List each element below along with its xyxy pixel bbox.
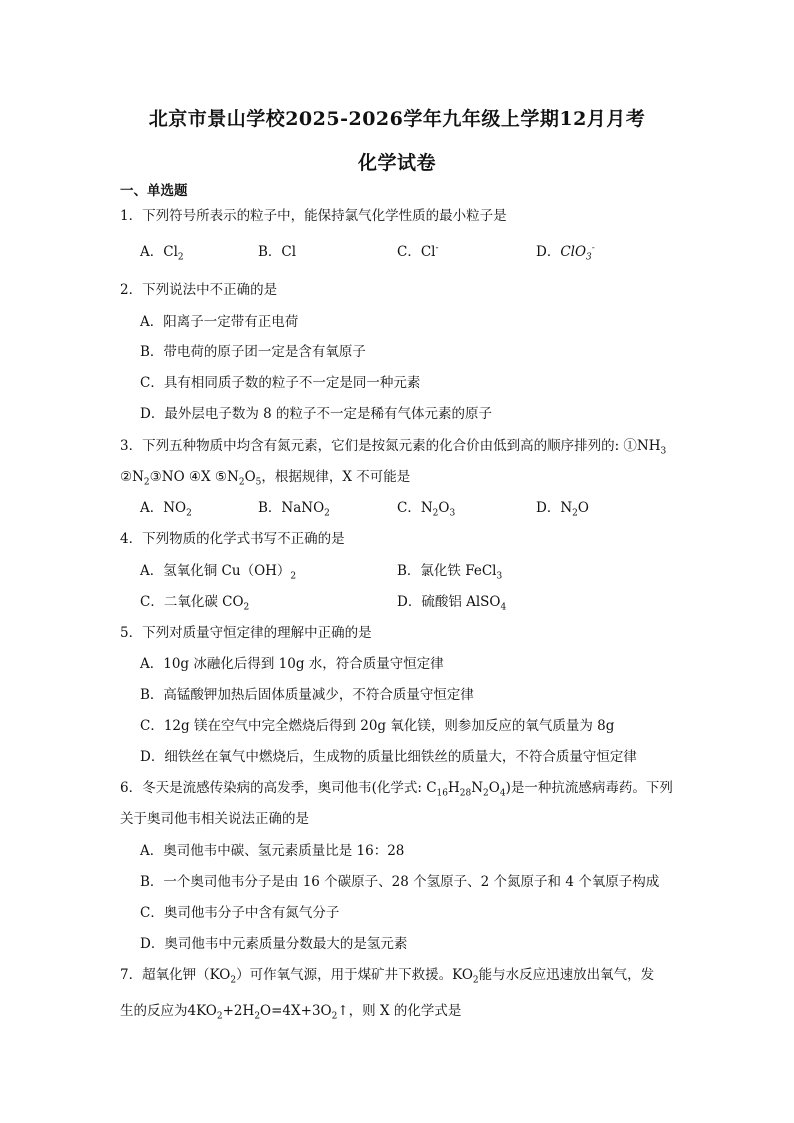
question-5-stem: 5．下列对质量守恒定律的理解中正确的是 bbox=[120, 625, 372, 641]
question-3-option-d: D．$N_2O$ bbox=[536, 500, 589, 519]
question-4-stem: 4．下列物质的化学式书写不正确的是 bbox=[120, 531, 345, 547]
question-6-option-b: B．一个奥司他韦分子是由 16 个碳原子、28 个氢原子、2 个氮原子和 4 个氧原子构成 bbox=[140, 874, 660, 890]
question-3-option-a: A．$NO_2$ bbox=[140, 500, 192, 519]
question-6-option-c: C．奥司他韦分子中含有氮气分子 bbox=[140, 905, 340, 921]
section-heading: 一、单选题 bbox=[120, 183, 188, 199]
question-2-option-c: C．具有相同质子数的粒子不一定是同一种元素 bbox=[140, 375, 421, 391]
question-2-option-a: A．阳离子一定带有正电荷 bbox=[140, 314, 299, 330]
question-1-stem: 1．下列符号所表示的粒子中，能保持氯气化学性质的最小粒子是 bbox=[120, 208, 507, 224]
question-7-stem-line-2: 生的反应为$4KO_2+2H_2O=4X+3O_2↑$，则 X 的化学式是 bbox=[120, 1003, 462, 1022]
exam-subtitle: 化学试卷 bbox=[357, 152, 436, 174]
question-3-option-c: C．$N_2O_3$ bbox=[397, 500, 456, 519]
question-1-option-a: A．$Cl_2$ bbox=[140, 244, 184, 263]
question-5-option-b: B．高锰酸钾加热后固体质量减少，不符合质量守恒定律 bbox=[140, 687, 474, 703]
question-3-option-b: B．NaNO$_2$ bbox=[258, 500, 330, 519]
question-4-option-c: C．二氧化碳 $CO_2$ bbox=[140, 594, 250, 613]
question-6-stem: 6．冬天是流感传染病的高发季，奥司他韦(化学式: $C_{16}H_{28}N_2O_4$)是一种抗流感病毒药。下列 bbox=[120, 780, 673, 799]
question-6-option-a: A．奥司他韦中碳、氢元素质量比是 16：28 bbox=[140, 843, 405, 859]
question-4-option-d: D．硫酸铝 AlSO$_4$ bbox=[397, 594, 507, 613]
question-6-option-d: D．奥司他韦中元素质量分数最大的是氢元素 bbox=[140, 936, 408, 952]
question-5-option-a: A．10g 冰融化后得到 10g 水，符合质量守恒定律 bbox=[140, 656, 444, 672]
question-2-stem: 2．下列说法中不正确的是 bbox=[120, 282, 278, 298]
question-3-stem: 3．下列五种物质中均含有氮元素，它们是按氮元素的化合价由低到高的顺序排列的: $①NH_3$ bbox=[120, 438, 667, 457]
question-7-stem: 7．超氧化钾$(KO_2)$可作氧气源，用于煤矿井下救援。$KO_2$能与水反应迅速放出氧气，发 bbox=[120, 967, 655, 986]
question-1-option-d: D．ClO$_3$- bbox=[536, 243, 595, 263]
question-6-stem-line-2: 关于奥司他韦相关说法正确的是 bbox=[120, 811, 309, 827]
question-1-option-c: C．Cl- bbox=[397, 243, 439, 260]
question-2-option-b: B．带电荷的原子团一定是含有氧原子 bbox=[140, 344, 366, 360]
question-5-option-c: C．12g 镁在空气中完全燃烧后得到 20g 氧化镁，则参加反应的氧气质量为 8g bbox=[140, 718, 615, 734]
question-4-option-a: A．氢氧化铜 $Cu(OH)_2$ bbox=[140, 563, 297, 582]
question-4-option-b: B．氯化铁 FeCl$_3$ bbox=[397, 563, 503, 582]
question-1-option-b: B．Cl bbox=[258, 244, 297, 260]
question-5-option-d: D．细铁丝在氧气中燃烧后，生成物的质量比细铁丝的质量大，不符合质量守恒定律 bbox=[140, 749, 637, 765]
question-3-stem-line-2: $②N_2③NO$ ④X $⑤N_2O_5$，根据规律，X 不可能是 bbox=[120, 469, 411, 488]
exam-title: 北京市景山学校2025-2026学年九年级上学期12月月考 bbox=[148, 108, 646, 130]
question-2-option-d: D．最外层电子数为 8 的粒子不一定是稀有气体元素的原子 bbox=[140, 406, 492, 422]
